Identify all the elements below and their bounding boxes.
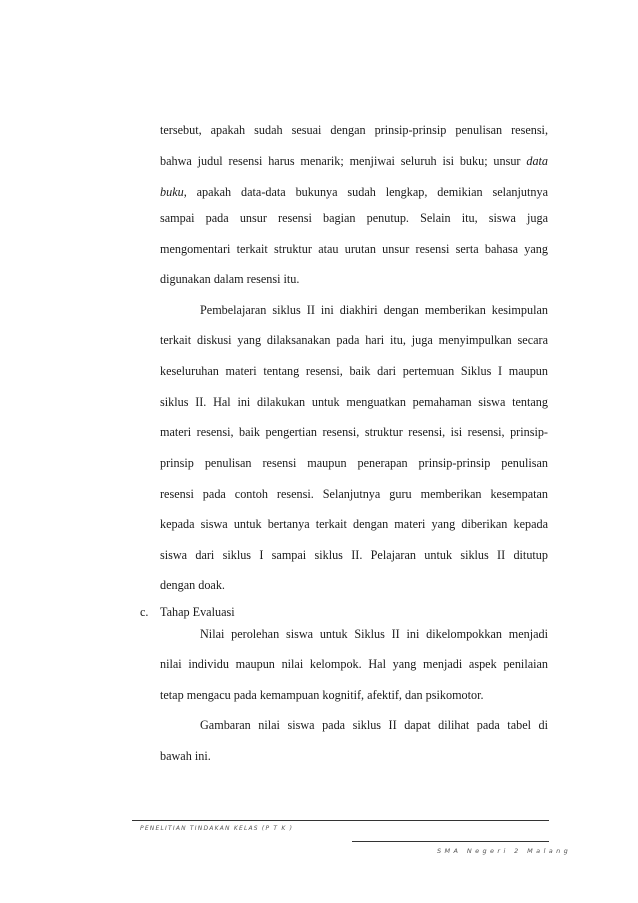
text-line: digunakan dalam resensi itu. <box>160 272 300 286</box>
list-marker: c. <box>140 605 149 619</box>
text-line: sampai pada unsur resensi bagian penutup. Selain itu, siswa juga <box>160 211 548 225</box>
heading-text: Tahap Evaluasi <box>160 605 235 619</box>
text-span-italic: buku <box>160 185 184 199</box>
text-line <box>160 185 548 200</box>
text-line: Nilai perolehan siswa untuk Siklus II ini dikelompokkan menjadi <box>200 627 548 641</box>
section-heading <box>140 605 235 620</box>
text-line: dengan doak. <box>160 578 225 592</box>
text-line: Gambaran nilai siswa pada siklus II dapat dilihat pada tabel di <box>200 718 548 732</box>
text-line: tersebut, apakah sudah sesuai dengan prinsip-prinsip penulisan resensi, <box>160 123 548 137</box>
text-line: siklus II. Hal ini dilakukan untuk menguatkan pemahaman siswa tentang <box>160 395 548 409</box>
footer-left-text: PENELITIAN TINDAKAN KELAS (P T K ) <box>140 825 294 832</box>
text-line: tetap mengacu pada kemampuan kognitif, afektif, dan psikomotor. <box>160 688 484 702</box>
footer-rule <box>132 820 549 821</box>
text-span: , apakah data-data bukunya sudah lengkap, demikian selanjutnya <box>183 185 548 199</box>
text-line: keseluruhan materi tentang resensi, baik dari pertemuan Siklus I maupun <box>160 364 548 378</box>
text-span-italic: data <box>526 154 549 168</box>
text-line: prinsip penulisan resensi maupun penerapan prinsip-prinsip penulisan <box>160 456 548 470</box>
footer-rule-secondary <box>352 841 549 842</box>
text-line: nilai individu maupun nilai kelompok. Hal yang menjadi aspek penilaian <box>160 657 548 671</box>
text-line <box>160 154 548 169</box>
text-line: materi resensi, baik pengertian resensi, struktur resensi, isi resensi, prinsip- <box>160 425 548 439</box>
text-line: bawah ini. <box>160 749 211 763</box>
text-line: siswa dari siklus I sampai siklus II. Pelajaran untuk siklus II ditutup <box>160 548 548 562</box>
text-line: mengomentari terkait struktur atau urutan unsur resensi serta bahasa yang <box>160 242 548 256</box>
text-line: terkait diskusi yang dilaksanakan pada hari itu, juga menyimpulkan secara <box>160 333 548 347</box>
footer-right-text: SMA Negeri 2 Malang <box>437 847 572 855</box>
text-span: bahwa judul resensi harus menarik; menjiwai seluruh isi buku; unsur <box>160 154 521 168</box>
text-line: kepada siswa untuk bertanya terkait dengan materi yang diberikan kepada <box>160 517 548 531</box>
text-line: Pembelajaran siklus II ini diakhiri dengan memberikan kesimpulan <box>200 303 548 317</box>
text-line: resensi pada contoh resensi. Selanjutnya guru memberikan kesempatan <box>160 487 548 501</box>
